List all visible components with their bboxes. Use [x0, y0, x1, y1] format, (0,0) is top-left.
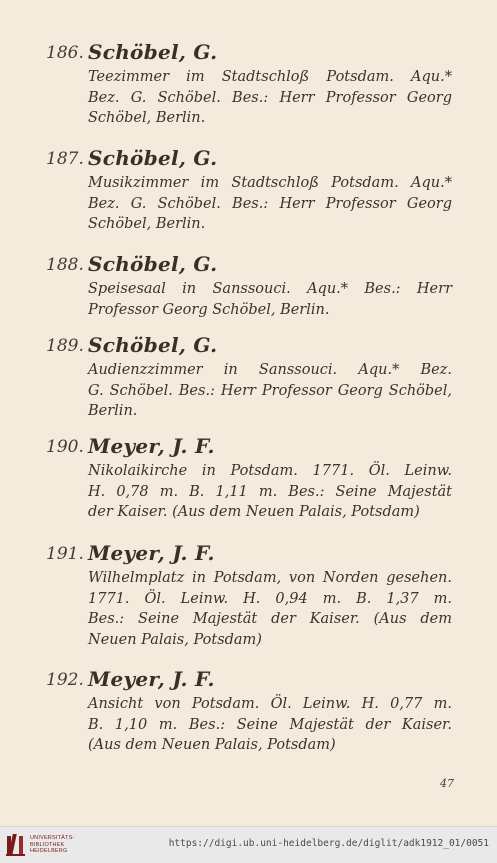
entry-artist: Schöbel, G.	[88, 333, 218, 357]
entry-number: 190.	[46, 437, 84, 457]
description-line: der Kaiser. (Aus dem Neuen Palais, Potsdam)	[88, 504, 420, 520]
entry-artist: Schöbel, G.	[88, 146, 218, 170]
entry-description	[88, 461, 452, 523]
library-name	[30, 835, 74, 855]
page-number: 47	[440, 777, 454, 790]
description-line: Nikolaikirche in Potsdam. 1771. Öl. Leinw.	[88, 463, 452, 479]
library-logo-icon[interactable]	[6, 833, 26, 857]
entry-number: 192.	[46, 670, 84, 690]
entry-description	[88, 360, 452, 422]
library-name-line: HEIDELBERG	[30, 848, 68, 854]
library-name-line: BIBLIOTHEK	[30, 841, 65, 848]
entry-description	[88, 279, 452, 320]
entry-number: 191.	[46, 544, 84, 564]
entry-description	[88, 694, 452, 756]
description-line: Teezimmer im Stadtschloß Potsdam. Aqu.*	[88, 69, 452, 85]
entry-number: 186.	[46, 43, 84, 63]
description-line: Berlin.	[88, 403, 138, 419]
entry-description	[88, 67, 452, 129]
entry-description	[88, 568, 452, 650]
entry-artist: Schöbel, G.	[88, 252, 218, 276]
permalink-url[interactable]: https://digi.ub.uni-heidelberg.de/diglit/adk1912_01/0051	[168, 838, 489, 849]
entry-artist: Meyer, J. F.	[88, 434, 215, 458]
entry-number: 188.	[46, 255, 84, 275]
description-line: Bez. G. Schöbel. Bes.: Herr Professor Georg	[88, 195, 452, 212]
description-line: Neuen Palais, Potsdam)	[88, 631, 262, 648]
entry-number: 189.	[46, 336, 84, 356]
viewer-footer	[0, 826, 497, 863]
description-line: Wilhelmplatz in Potsdam, von Norden gesehen.	[88, 570, 452, 586]
description-line: Audienzzimmer in Sanssouci. Aqu.* Bez.	[88, 362, 452, 378]
entry-artist: Meyer, J. F.	[88, 541, 215, 565]
description-line: Bes.: Seine Majestät der Kaiser. (Aus dem	[88, 611, 452, 627]
entry-description	[88, 173, 452, 235]
description-line: 1771. Öl. Leinw. H. 0,94 m. B. 1,37 m.	[88, 590, 452, 607]
entry-number: 187.	[46, 149, 84, 169]
library-name-line: UNIVERSITÄTS-	[30, 835, 75, 841]
description-line: Musikzimmer im Stadtschloß Potsdam. Aqu.*	[88, 175, 452, 191]
description-line: Bez. G. Schöbel. Bes.: Herr Professor Georg	[88, 89, 452, 106]
entry-artist: Schöbel, G.	[88, 40, 218, 64]
description-line: Schöbel, Berlin.	[88, 110, 206, 126]
description-line: Ansicht von Potsdam. Öl. Leinw. H. 0,77 m.	[88, 696, 452, 712]
description-line: Professor Georg Schöbel, Berlin.	[88, 301, 330, 318]
description-line: B. 1,10 m. Bes.: Seine Majestät der Kaiser.	[88, 716, 452, 733]
description-line: H. 0,78 m. B. 1,11 m. Bes.: Seine Majestät	[88, 483, 452, 500]
description-line: G. Schöbel. Bes.: Herr Professor Georg Schöbel,	[88, 382, 452, 399]
entry-artist: Meyer, J. F.	[88, 667, 215, 691]
description-line: (Aus dem Neuen Palais, Potsdam)	[88, 737, 336, 753]
description-line: Speisesaal in Sanssouci. Aqu.* Bes.: Herr	[88, 281, 452, 297]
description-line: Schöbel, Berlin.	[88, 216, 206, 232]
